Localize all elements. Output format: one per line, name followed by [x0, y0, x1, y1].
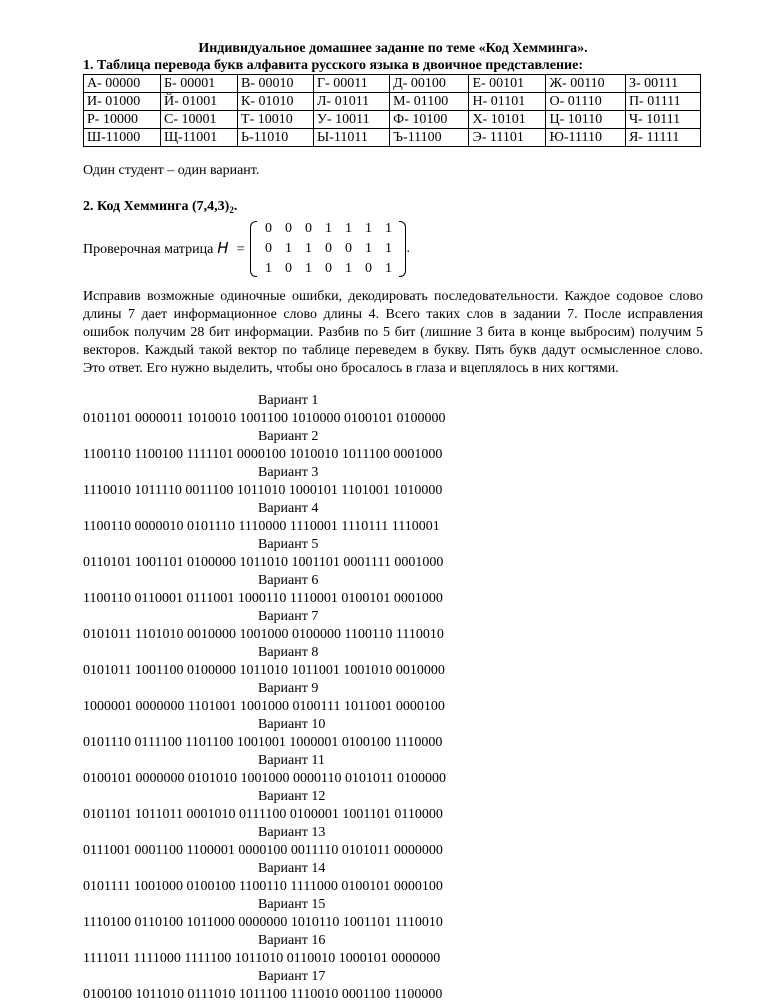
section1-heading: 1. Таблица перевода букв алфавита русского языка в двоичное представление:	[83, 58, 583, 73]
alphabet-table-cell: Ж- 00110	[546, 75, 625, 93]
matrix-cell: 1	[364, 221, 372, 236]
variant-code: 0101101 0000011 1010010 1001100 1010000 0100101 0100000	[83, 411, 446, 426]
alphabet-table-cell: Ш-11000	[84, 129, 161, 147]
matrix-cell: 0	[264, 241, 272, 256]
variant-code: 0100100 1011010 0111010 1011100 1110010 0001100 1100000	[83, 987, 443, 1002]
variant-label: Вариант 17	[258, 969, 326, 984]
matrix-cell: 0	[324, 241, 332, 256]
matrix-cell: 0	[364, 261, 372, 276]
note-text: Один студент – один вариант.	[83, 163, 260, 178]
variant-label: Вариант 7	[258, 609, 319, 624]
alphabet-table-cell: И- 01000	[84, 93, 161, 111]
variant-code: 1100110 1100100 1111101 0000100 1010010 1011100 0001000	[83, 447, 443, 462]
alphabet-table-cell: Б- 00001	[161, 75, 238, 93]
variant-code: 0101101 1011011 0001010 0111100 0100001 1001101 0110000	[83, 807, 443, 822]
section2-heading-tail: .	[233, 199, 238, 214]
matrix-cell: 0	[264, 221, 272, 236]
variant-label: Вариант 6	[258, 573, 319, 588]
alphabet-table-body	[84, 75, 701, 147]
alphabet-table-cell: В- 00010	[238, 75, 314, 93]
matrix-cell: 1	[384, 221, 392, 236]
matrix-cell: 1	[384, 261, 392, 276]
alphabet-table-cell: Я- 11111	[625, 129, 700, 147]
variant-label: Вариант 1	[258, 393, 319, 408]
matrix-cell: 0	[284, 221, 292, 236]
variant-code: 1100110 0000010 0101110 1110000 1110001 1110111 1110001	[83, 519, 440, 534]
variant-label: Вариант 2	[258, 429, 319, 444]
variant-code: 1111011 1111000 1111100 1011010 0110010 1000101 0000000	[83, 951, 441, 966]
alphabet-table-cell: П- 01111	[625, 93, 700, 111]
matrix-cell: 0	[304, 221, 312, 236]
variant-label: Вариант 3	[258, 465, 319, 480]
document-title: Индивидуальное домашнее задание по теме «Код Хемминга».	[198, 41, 588, 56]
alphabet-table-cell: З- 00111	[625, 75, 700, 93]
alphabet-table-cell: О- 01110	[546, 93, 625, 111]
variant-code: 0101110 0111100 1101100 1001001 1000001 0100100 1110000	[83, 735, 443, 750]
alphabet-table-row	[84, 111, 701, 129]
variant-code: 0111001 0001100 1100001 0000100 0011110 0101011 0000000	[83, 843, 443, 858]
matrix-cell: 1	[304, 261, 312, 276]
variant-label: Вариант 16	[258, 933, 326, 948]
alphabet-table-cell: Т- 10010	[238, 111, 314, 129]
variant-code: 1100110 0110001 0111001 1000110 1110001 0100101 0001000	[83, 591, 443, 606]
variant-label: Вариант 9	[258, 681, 319, 696]
variant-label: Вариант 10	[258, 717, 326, 732]
alphabet-table-cell: Н- 01101	[469, 93, 546, 111]
variant-code: 1110010 1011110 0011100 1011010 1000101 1101001 1010000	[83, 483, 443, 498]
alphabet-table-cell: Г- 00011	[314, 75, 390, 93]
variant-label: Вариант 5	[258, 537, 319, 552]
variant-code: 0110101 1001101 0100000 1011010 1001101 0001111 0001000	[83, 555, 444, 570]
variant-label: Вариант 8	[258, 645, 319, 660]
section2-heading	[83, 198, 703, 216]
alphabet-table-cell: Ц- 10110	[546, 111, 625, 129]
matrix-cell: 1	[324, 221, 332, 236]
alphabet-table-cell: Ы-11011	[314, 129, 390, 147]
matrix-cell: 1	[344, 221, 352, 236]
section2-heading-subscript: 2	[229, 205, 234, 215]
variant-label: Вариант 11	[258, 753, 325, 768]
alphabet-table-cell: Р- 10000	[84, 111, 161, 129]
variant-label: Вариант 4	[258, 501, 319, 516]
matrix-cell: 1	[304, 241, 312, 256]
alphabet-table-cell: Д- 00100	[390, 75, 469, 93]
matrix-label	[83, 239, 250, 259]
alphabet-table-cell: М- 01100	[390, 93, 469, 111]
instructions-paragraph: Исправив возможные одиночные ошибки, декодировать последовательности. Каждое содовое слово длины 7 дает информационное слово длины 4. Всего таких слов в задании 7. После исправления ошибок получим 28 бит информации. Разбив по 5 бит (лишние 3 бита в конце выбросим) получим 5 векторов. Каждый такой вектор по таблице переведем в букву. Пять букв дадут осмысленное слово. Это ответ. Его нужно выделить, чтобы оно бросалось в глаза и вцеплялось в них когтями.	[83, 289, 703, 376]
variant-code: 1000001 0000000 1101001 1001000 0100111 1011001 0000100	[83, 699, 445, 714]
check-matrix	[250, 219, 406, 279]
alphabet-table-cell: Ч- 10111	[625, 111, 700, 129]
variant-code: 0101011 1101010 0010000 1001000 0100000 1100110 1110010	[83, 627, 444, 642]
alphabet-table	[83, 74, 701, 147]
variant-code: 0101011 1001100 0100000 1011010 1011001 1001010 0010000	[83, 663, 445, 678]
section2-heading-text: 2. Код Хемминга (7,4,3)	[83, 199, 230, 214]
matrix-cell: 1	[264, 261, 272, 276]
matrix-cell: 0	[344, 241, 352, 256]
alphabet-table-cell: С- 10001	[161, 111, 238, 129]
alphabet-table-cell: А- 00000	[84, 75, 161, 93]
alphabet-table-cell: Х- 10101	[469, 111, 546, 129]
matrix-row	[258, 239, 398, 259]
alphabet-table-cell: Й- 01001	[161, 93, 238, 111]
matrix-cell: 1	[364, 241, 372, 256]
variants-list	[83, 392, 703, 1004]
matrix-row	[258, 219, 398, 239]
matrix-symbol: H	[217, 239, 229, 257]
matrix-cell: 1	[344, 261, 352, 276]
alphabet-table-row	[84, 75, 701, 93]
variant-code: 0100101 0000000 0101010 1001000 0000110 0101011 0100000	[83, 771, 446, 786]
variant-label: Вариант 14	[258, 861, 326, 876]
alphabet-table-cell: Ю-11110	[546, 129, 625, 147]
alphabet-table-cell: Ф- 10100	[390, 111, 469, 129]
alphabet-table-row	[84, 93, 701, 111]
alphabet-table-cell: Щ-11001	[161, 129, 238, 147]
check-matrix-block	[83, 218, 703, 280]
document-page	[83, 40, 703, 1004]
matrix-cell: 1	[384, 241, 392, 256]
variant-code: 0101111 1001000 0100100 1100110 1111000 0100101 0000100	[83, 879, 443, 894]
alphabet-table-cell: Е- 00101	[469, 75, 546, 93]
matrix-cell: 1	[284, 241, 292, 256]
alphabet-table-cell: Э- 11101	[469, 129, 546, 147]
variant-code: 1110100 0110100 1011000 0000000 1010110 1001101 1110010	[83, 915, 443, 930]
matrix-cell: 0	[324, 261, 332, 276]
variant-label: Вариант 15	[258, 897, 326, 912]
alphabet-table-row	[84, 129, 701, 147]
matrix-row	[258, 259, 398, 279]
alphabet-table-cell: У- 10011	[314, 111, 390, 129]
alphabet-table-cell: Ь-11010	[238, 129, 314, 147]
alphabet-table-cell: К- 01010	[238, 93, 314, 111]
alphabet-table-cell: Ъ-11100	[390, 129, 469, 147]
matrix-end: .	[406, 241, 410, 256]
matrix-label-text: Проверочная матрица	[83, 242, 214, 257]
matrix-equals: =	[236, 242, 245, 257]
variant-label: Вариант 12	[258, 789, 326, 804]
alphabet-table-cell: Л- 01011	[314, 93, 390, 111]
matrix-cell: 0	[284, 261, 292, 276]
variant-label: Вариант 13	[258, 825, 326, 840]
